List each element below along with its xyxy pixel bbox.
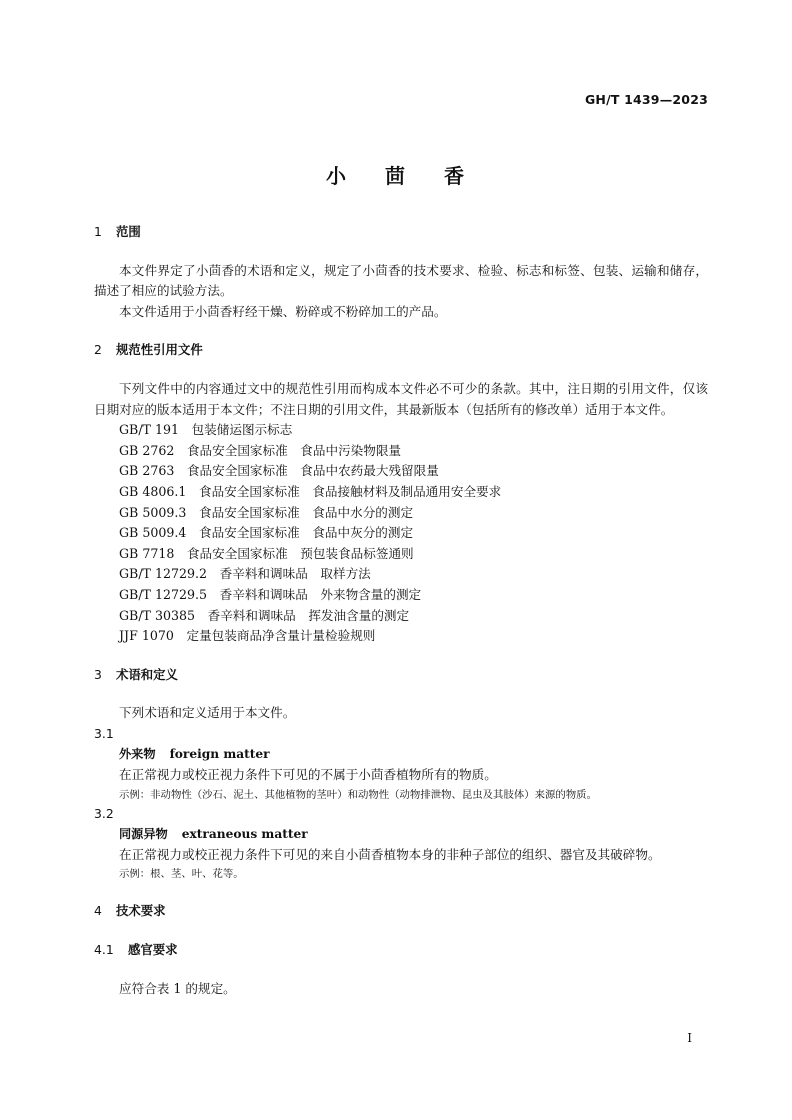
reference-item: GB 2763 食品安全国家标准 食品中农药最大残留限量 xyxy=(119,463,439,479)
reference-item: GB/T 12729.2 香辛料和调味品 取样方法 xyxy=(119,566,371,582)
term-example: 示例：非动物性（沙石、泥土、其他植物的茎叶）和动物性（动物排泄物、昆虫及其肢体）来源的物质。 xyxy=(119,788,597,801)
section-title: 范围 xyxy=(116,224,141,239)
subsection-heading-4-1 xyxy=(94,940,708,961)
reference-item: GB 4806.1 食品安全国家标准 食品接触材料及制品通用安全要求 xyxy=(119,483,502,499)
standard-number: GH/T 1439—2023 xyxy=(584,92,708,107)
reference-item: GB 5009.3 食品安全国家标准 食品中水分的测定 xyxy=(119,504,414,520)
subsection-title: 感官要求 xyxy=(128,942,178,958)
document-body xyxy=(94,222,708,999)
paragraph: 本文件适用于小茴香籽经干燥、粉碎或不粉碎加工的产品。 xyxy=(119,303,447,319)
section-heading-2 xyxy=(94,340,708,361)
document-title: 小 茴 香 xyxy=(326,164,480,188)
paragraph: 下列术语和定义适用于本文件。 xyxy=(119,705,296,721)
section-heading-1 xyxy=(94,222,708,243)
section-title: 术语和定义 xyxy=(116,666,178,682)
section-number: 1 xyxy=(94,224,102,239)
reference-item: GB 2762 食品安全国家标准 食品中污染物限量 xyxy=(119,442,402,458)
term-en: extraneous matter xyxy=(181,827,308,842)
reference-item: GB 7718 食品安全国家标准 预包装食品标签通则 xyxy=(119,545,414,561)
paragraph: 本文件界定了小茴香的术语和定义，规定了小茴香的技术要求、检验、标志和标签、包装、运输和储存，描述了相应的试验方法。 xyxy=(94,262,708,299)
term-number: 3.2 xyxy=(94,805,114,821)
term-en: foreign matter xyxy=(169,747,270,762)
term-heading xyxy=(94,744,708,765)
section-heading-4 xyxy=(94,901,708,922)
section-number: 4 xyxy=(94,903,102,919)
reference-item: GB/T 12729.5 香辛料和调味品 外来物含量的测定 xyxy=(119,586,422,602)
reference-item: GB 5009.4 食品安全国家标准 食品中灰分的测定 xyxy=(119,525,414,541)
section-number: 3 xyxy=(94,666,102,682)
reference-item: JJF 1070 定量包装商品净含量计量检验规则 xyxy=(119,628,376,644)
section-title: 规范性引用文件 xyxy=(116,342,203,358)
term-zh: 同源异物 xyxy=(119,827,168,842)
reference-item: GB/T 30385 香辛料和调味品 挥发油含量的测定 xyxy=(119,607,410,623)
term-definition: 在正常视力或校正视力条件下可见的来自小茴香植物本身的非种子部位的组织、器官及其破碎物。 xyxy=(119,846,661,862)
section-number: 2 xyxy=(94,342,102,358)
paragraph: 下列文件中的内容通过文中的规范性引用而构成本文件必不可少的条款。其中，注日期的引用文件，仅该日期对应的版本适用于本文件；不注日期的引用文件，其最新版本（包括所有的修改单）适用于本文件。 xyxy=(94,380,708,417)
term-number: 3.1 xyxy=(94,725,114,741)
reference-item: GB/T 191 包装储运图示标志 xyxy=(119,422,293,438)
section-title: 技术要求 xyxy=(116,903,166,919)
section-heading-3 xyxy=(94,665,708,686)
term-definition: 在正常视力或校正视力条件下可见的不属于小茴香植物所有的物质。 xyxy=(119,767,497,783)
paragraph: 应符合表 1 的规定。 xyxy=(119,980,236,996)
reference-list xyxy=(94,420,708,647)
page-number: I xyxy=(687,1031,692,1045)
term-example: 示例：根、茎、叶、花等。 xyxy=(119,868,244,881)
term-heading xyxy=(94,824,708,845)
term-zh: 外来物 xyxy=(119,747,156,762)
subsection-number: 4.1 xyxy=(94,942,114,958)
